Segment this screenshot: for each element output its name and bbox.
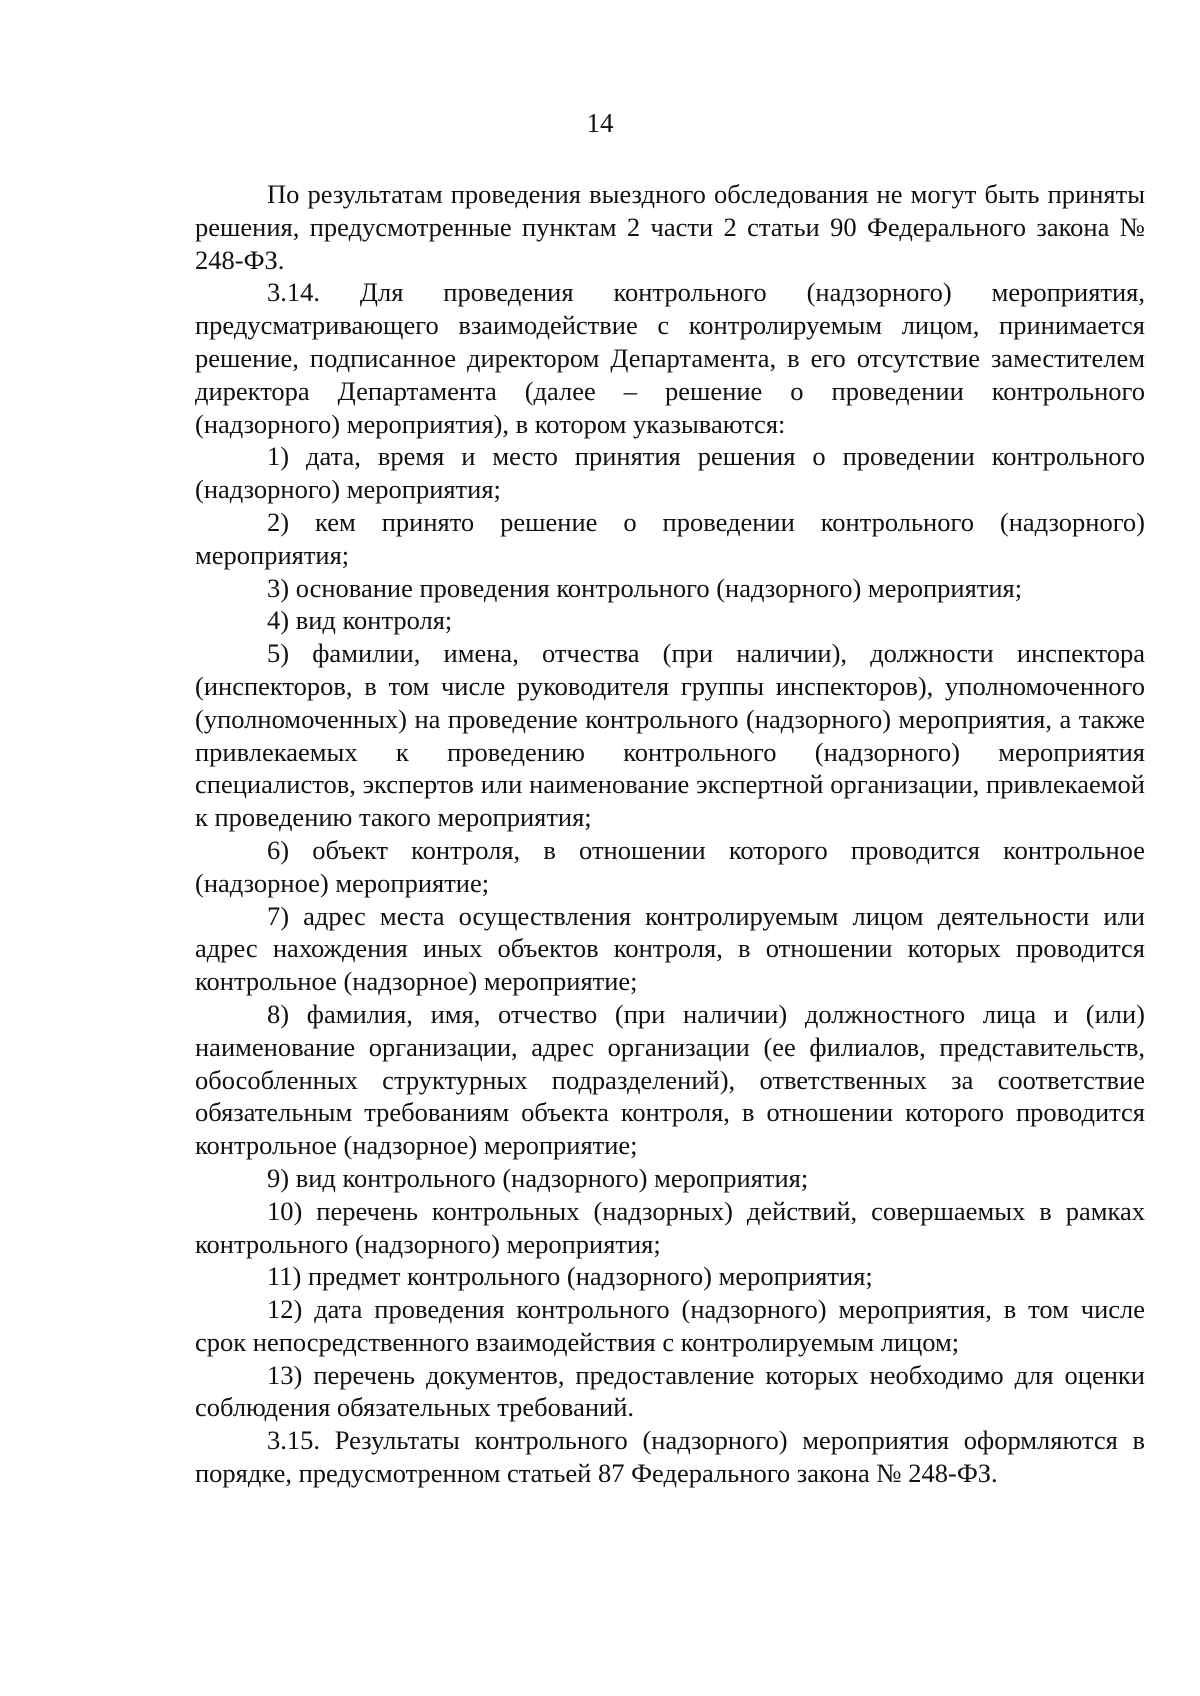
list-item-4: 4) вид контроля;: [267, 605, 453, 636]
paragraph-3-15: 3.15. Результаты контрольного (надзорного) мероприятия оформляются в порядке, предусмотренном статьей 87 Федерального закона № 248-ФЗ.: [195, 1425, 1145, 1489]
list-item-9: 9) вид контрольного (надзорного) мероприятия;: [267, 1162, 809, 1193]
list-item-11: 11) предмет контрольного (надзорного) мероприятия;: [267, 1261, 873, 1292]
document-body: [195, 178, 1145, 1490]
list-item-7: 7) адрес места осуществления контролируемым лицом деятельности или адрес нахождения иных объектов контроля, в отношении которых проводится контрольное (надзорное) мероприятие;: [195, 900, 1145, 997]
list-item-13: 13) перечень документов, предоставление которых необходимо для оценки соблюдения обязательных требований.: [195, 1359, 1145, 1423]
list-item-2: 2) кем принято решение о проведении контрольного (надзорного) мероприятия;: [195, 506, 1145, 570]
list-item-1: 1) дата, время и место принятия решения о проведении контрольного (надзорного) мероприятия;: [195, 441, 1145, 505]
paragraph-intro: По результатам проведения выездного обследования не могут быть приняты решения, предусмотренные пунктам 2 части 2 статьи 90 Федерального закона № 248-ФЗ.: [195, 179, 1145, 275]
list-item-10: 10) перечень контрольных (надзорных) действий, совершаемых в рамках контрольного (надзорного) мероприятия;: [195, 1195, 1145, 1259]
paragraph-3-14: 3.14. Для проведения контрольного (надзорного) мероприятия, предусматривающего взаимодействие с контролируемым лицом, принимается решение, подписанное директором Департамента, в его отсутствие заместителем директора Департамента (далее – решение о проведении контрольного (надзорного) мероприятия), в котором указываются:: [195, 277, 1145, 439]
list-item-5: 5) фамилии, имена, отчества (при наличии), должности инспектора (инспекторов, в том числе руководителя группы инспекторов), уполномоченного (уполномоченных) на проведение контрольного (надзорного) мероприятия, а также привлекаемых к проведению контрольного (надзорного) мероприятия специалистов, экспертов или наименование экспертной организации, привлекаемой к проведению такого мероприятия;: [195, 638, 1145, 833]
list-item-12: 12) дата проведения контрольного (надзорного) мероприятия, в том числе срок непосредственного взаимодействия с контролируемым лицом;: [195, 1294, 1145, 1357]
list-item-8: 8) фамилия, имя, отчество (при наличии) должностного лица и (или) наименование организации, адрес организации (ее филиалов, представительств, обособленных структурных подразделений), ответственных за соответствие обязательным требованиям объекта контроля, в отношении которого проводится контрольное (надзорное) мероприятие;: [195, 998, 1145, 1161]
page-number: 14: [586, 108, 614, 138]
list-item-3: 3) основание проведения контрольного (надзорного) мероприятия;: [267, 572, 1023, 603]
list-item-6: 6) объект контроля, в отношении которого проводится контрольное (надзорное) мероприятие;: [195, 834, 1145, 898]
